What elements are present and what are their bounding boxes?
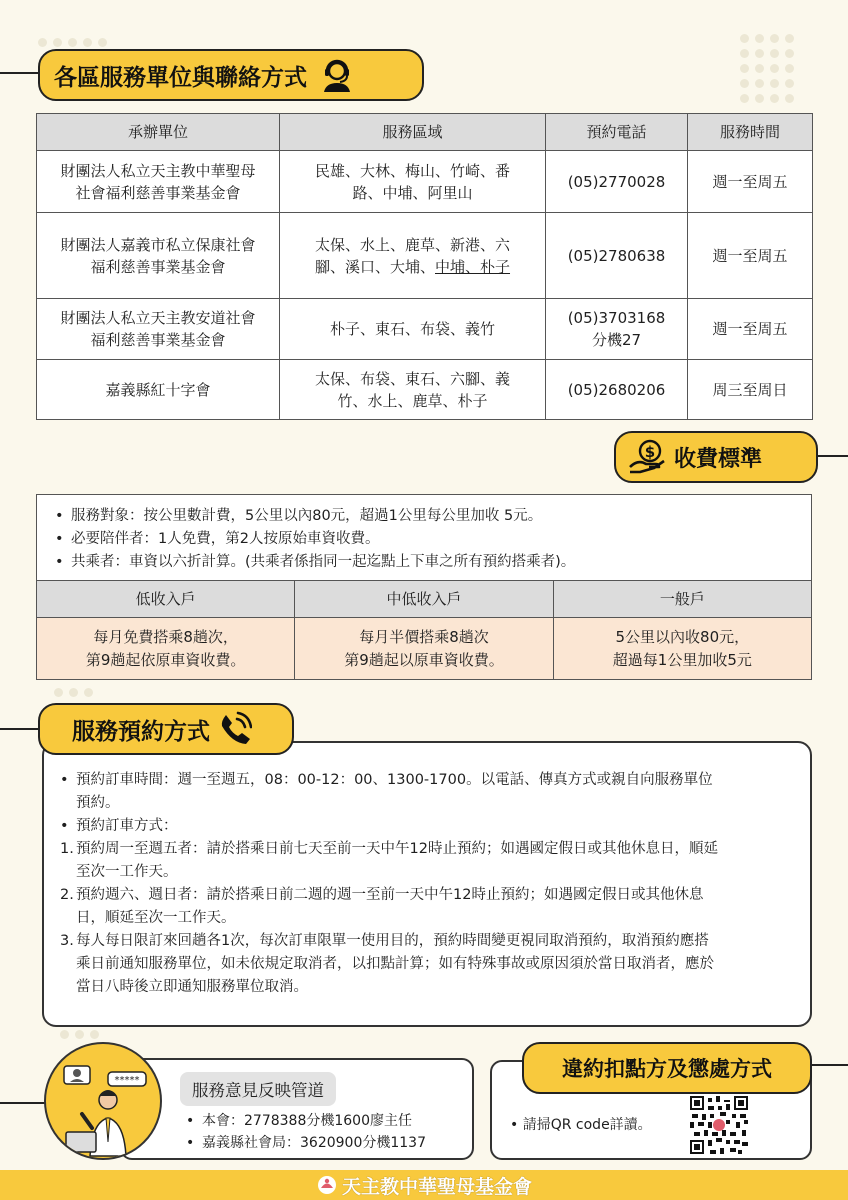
cell-area: 太保、水上、鹿草、新港、六 腳、溪口、大埔、中埔、朴子 [280,213,546,299]
section-booking-title-pill [38,703,294,755]
list-item: • 本會：2778388分機1600廖主任 [186,1110,426,1132]
foundation-logo-icon [316,1175,338,1195]
cell-area: 太保、布袋、東石、六腳、義 竹、水上、鹿草、朴子 [280,360,546,420]
connector-line-feedback [0,1102,46,1104]
header-hours: 服務時間 [688,114,813,151]
list-item: • 共乘者：車資以六折計算。(共乘者係指同一起迄點上下車之所有預約搭乘者)。 [53,551,811,574]
decorative-dots-mid-left [54,688,93,697]
cell-general: 5公里以內收80元， 超過每1公里加收5元 [553,618,811,680]
cell-hours: 周三至周日 [688,360,813,420]
table-row [37,213,813,299]
cell-hours: 週一至周五 [688,213,813,299]
cell-hours: 週一至周五 [688,299,813,360]
list-item: • 嘉義縣社會局：3620900分機1137 [186,1132,426,1154]
decorative-dots-top-left [38,38,107,47]
connector-line-units [0,72,38,74]
cell-phone: (05)3703168 分機27 [546,299,688,360]
fee-standard-box [36,494,812,679]
section-fee-title: 收費標準 [674,446,763,472]
header-low-income: 低收入戶 [37,581,295,618]
headset-agent-icon [319,57,355,93]
booking-line: 乘日前通知服務單位，如未依規定取消者，以扣點計算；如有特殊事故或原因須於當日取消者，應於 [76,956,714,972]
header-general: 一般戶 [553,581,811,618]
fee-bullets [37,495,811,574]
feedback-title: 服務意見反映管道 [180,1072,336,1106]
cell-area: 朴子、東石、布袋、義竹 [280,299,546,360]
table-header-row [37,114,813,151]
phone-ringing-icon [218,711,252,747]
cell-mid-low-income: 每月半價搭乘8趟次 第9趟起以原車資收費。 [295,618,553,680]
booking-line: • 預約訂車時間：週一至週五，08：00-12：00、1300-1700。以電話、傳真方式或親自向服務單位 [60,772,713,788]
header-phone: 預約電話 [546,114,688,151]
header-mid-low-income: 中低收入戶 [295,581,553,618]
booking-line: 1. 預約周一至週五者：請於搭乘日前七天至前一天中午12時止預約；如遇國定假日或其他休息日，順延 [60,841,718,857]
service-units-table [36,113,813,420]
booking-line: • 預約訂車方式： [60,818,178,834]
feedback-illustration [44,1042,162,1160]
money-hand-icon [628,439,668,475]
underlined-area: 中埔、朴子 [435,257,511,276]
table-row [37,360,813,420]
list-item: • 必要陪伴者：1人免費，第2人按原始車資收費。 [53,528,811,551]
booking-line: 至次一工作天。 [76,864,178,880]
qr-code-icon[interactable] [690,1096,748,1154]
connector-line-penalty [812,1064,848,1066]
cell-org: 財團法人私立天主教中華聖母 社會福利慈善事業基金會 [37,151,280,213]
booking-line: 預約。 [76,795,120,811]
section-units-title: 各區服務單位與聯絡方式 [54,64,307,91]
cell-phone: (05)2680206 [546,360,688,420]
section-penalty-title: 違約扣點方及懲處方式 [562,1057,772,1081]
cell-area: 民雄、大林、梅山、竹崎、番 路、中埔、阿里山 [280,151,546,213]
section-units-title-pill [38,49,424,101]
cell-phone: (05)2770028 [546,151,688,213]
decorative-dots-bottom-left [60,1030,99,1039]
connector-line-fee [818,455,848,457]
feedback-box [120,1058,474,1160]
header-org: 承辦單位 [37,114,280,151]
cell-hours: 週一至周五 [688,151,813,213]
booking-line: 3. 每人每日限訂來回趟各1次，每次訂車限單一使用目的，預約時間變更視同取消預約，取消預約應搭 [60,933,709,949]
section-booking-title: 服務預約方式 [72,718,210,745]
foundation-name: 天主教中華聖母基金會 [341,1175,532,1198]
booking-line: 當日八時後立即通知服務單位取消。 [76,979,308,995]
cell-org: 嘉義縣紅十字會 [37,360,280,420]
cell-phone: (05)2780638 [546,213,688,299]
penalty-instruction: • 請掃QR code詳讀。 [510,1117,652,1133]
table-row [37,618,812,680]
rating-stars: ***** [114,1075,140,1086]
cell-org: 財團法人嘉義市私立保康社會 福利慈善事業基金會 [37,213,280,299]
list-item: • 服務對象：按公里數計費，5公里以內80元，超過1公里每公里加收 5元。 [53,505,811,528]
cell-low-income: 每月免費搭乘8趟次， 第9趟起依原車資收費。 [37,618,295,680]
footer-bar [0,1170,848,1200]
connector-line-booking [0,728,38,730]
header-area: 服務區域 [280,114,546,151]
decorative-dots-top-right [740,34,794,103]
cell-org: 財團法人私立天主教安道社會 福利慈善事業基金會 [37,299,280,360]
section-penalty-title-pill [522,1042,812,1094]
fee-table [36,580,812,680]
booking-line: 日，順延至次一工作天。 [76,910,236,926]
feedback-list [186,1110,426,1154]
section-fee-title-pill [614,431,818,483]
table-header-row [37,581,812,618]
table-row [37,299,813,360]
table-row [37,151,813,213]
svg-text:$: $ [644,443,656,461]
booking-line: 2. 預約週六、週日者：請於搭乘日前二週的週一至前一天中午12時止預約；如遇國定假日或其他休息 [60,887,704,903]
booking-box [42,741,812,1027]
